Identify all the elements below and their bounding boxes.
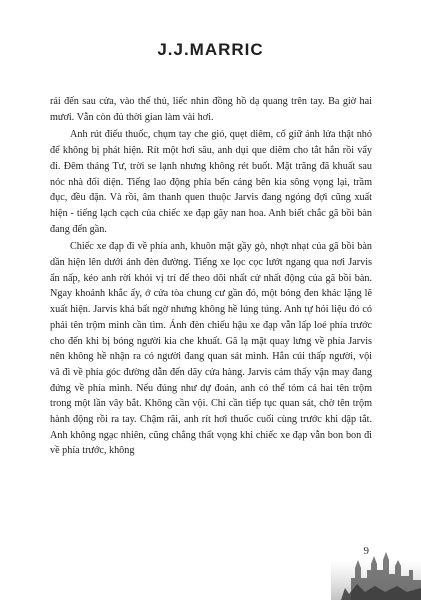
- paragraph-1: rải đến sau cửa, vào thế thủ, liếc nhìn đồng hồ dạ quang trên tay. Ba giờ hai mươi. Vẫn còn đủ thời gian làm vài hơi.: [50, 96, 372, 123]
- paragraph-2: Anh rút điếu thuốc, chụm tay che gió, quẹt diêm, cố giữ ánh lửa thật nhỏ để không bị phát hiện. Rít một hơi sâu, anh dụi que diêm cho tắt hẳn rồi vẩy đi. Đêm tháng Tư, trời se lạnh nhưng không rét buốt. Mặt trăng đã khuất sau nóc nhà đối diện. Tiếng lao động phía bến cảng bên kia sông vọng lại, trầm đục, đều đặn. Và rồi, âm thanh quen thuộc Jarvis đang ngóng đợi cũng xuất hiện - tiếng lạch cạch của chiếc xe đạp gãy nan hoa. Anh biết chắc gã bồi bàn đang đến gần.: [50, 129, 372, 235]
- paragraph-3: Chiếc xe đạp đi về phía anh, khuôn mặt gầy gò, nhợt nhạt của gã bồi bàn dần hiện lên dưới ánh đèn đường. Tiếng xe lọc cọc lướt ngang qua nơi Jarvis ẩn nấp, kéo anh rời khỏi vị trí để theo dõi nhất cử nhất động của gã bồi bàn. Ngay khoảnh khắc ấy, ở cửa tòa chung cư gần đó, một bóng đen khác lặng lẽ xuất hiện. Jarvis khá bất ngờ nhưng không hề lúng túng. Anh tự hỏi liệu đó có phải tên trộm mình cần tìm. Ánh đèn chiếu hậu xe đạp vẫn lấp loé phía trước cho đến khi bị bóng người kia che khuất. Gã lạ mặt quay lưng về phía Jarvis nên không hề nhận ra có người đang quan sát mình. Hắn cúi thấp người, vội vã đi về phía góc đường dẫn đến dãy cửa hàng. Jarvis cảm thấy vận may đang đứng về phía mình. Nếu đúng như dự đoán, anh có thể tóm cả hai tên trộm trong một lần vây bắt. Không cần vội. Chỉ cần tiếp tục quan sát, chờ tên trộm hành động rồi ra tay. Chậm rãi, anh rít hơi thuốc cuối cùng trước khi dập tắt. Anh không ngạc nhiên, cũng chẳng thất vọng khi chiếc xe đạp vẫn bon bon đi về phía trước, không: [50, 241, 372, 457]
- castle-illustration: [331, 530, 421, 600]
- running-header-author: J.J.MARRIC: [157, 40, 264, 59]
- body-text: [50, 94, 372, 461]
- page-number: 9: [363, 545, 369, 557]
